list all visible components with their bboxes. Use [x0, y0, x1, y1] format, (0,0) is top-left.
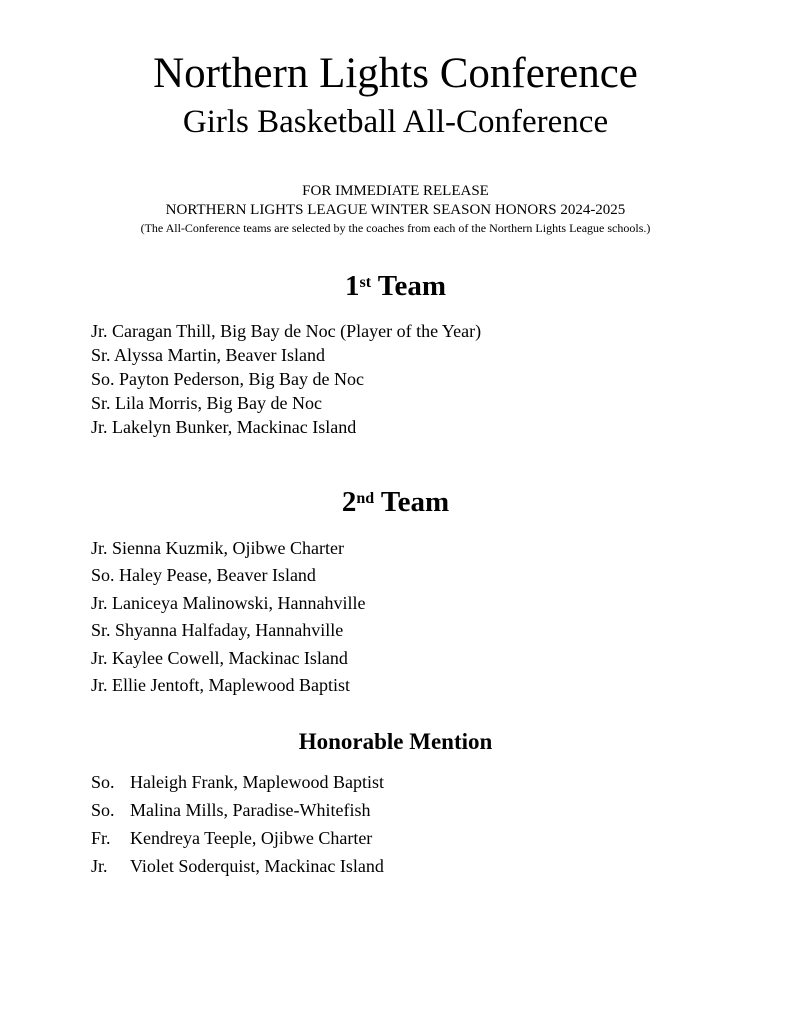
list-item: Sr. Lila Morris, Big Bay de Noc	[91, 393, 322, 413]
list-item: So. Payton Pederson, Big Bay de Noc	[91, 369, 364, 389]
list-item: Jr. Ellie Jentoft, Maplewood Baptist	[91, 675, 350, 696]
first-team-heading-word: Team	[377, 270, 446, 302]
press-release-block	[0, 182, 791, 236]
second-team-heading-suffix: nd	[356, 490, 375, 507]
second-team-heading-number: 2	[341, 486, 357, 518]
list-item	[91, 796, 384, 824]
first-team-heading-suffix: st	[359, 274, 372, 291]
first-team-heading	[0, 268, 791, 304]
release-season: NORTHERN LIGHTS LEAGUE WINTER SEASON HONORS 2024-2025	[165, 202, 626, 218]
second-team-list	[91, 535, 365, 699]
first-team-list	[91, 319, 481, 439]
player-class: Jr.	[91, 856, 108, 876]
list-item: Jr. Laniceya Malinowski, Hannahville	[91, 592, 366, 613]
list-item: Jr. Lakelyn Bunker, Mackinac Island	[91, 417, 357, 437]
list-item	[91, 852, 384, 880]
list-item: Sr. Shyanna Halfaday, Hannahville	[91, 620, 344, 641]
honorable-mention-heading: Honorable Mention	[298, 729, 493, 754]
second-team-heading	[0, 484, 791, 520]
player-name: Kendreya Teeple, Ojibwe Charter	[130, 828, 373, 848]
player-class: So.	[91, 772, 115, 792]
player-name: Haleigh Frank, Maplewood Baptist	[130, 772, 384, 792]
list-item	[91, 824, 384, 852]
list-item	[91, 768, 384, 796]
list-item: Sr. Alyssa Martin, Beaver Island	[91, 345, 325, 365]
page-subtitle: Girls Basketball All-Conference	[182, 104, 609, 140]
second-team-heading-word: Team	[380, 486, 450, 518]
list-item: Jr. Caragan Thill, Big Bay de Noc (Player of the Year)	[91, 321, 482, 341]
release-note: (The All-Conference teams are selected by the coaches from each of the Northern Lights League schools.)	[140, 221, 651, 235]
page-title: Northern Lights Conference	[153, 50, 638, 97]
first-team-heading-number: 1	[344, 270, 360, 302]
player-name: Violet Soderquist, Mackinac Island	[130, 856, 384, 876]
list-item: Jr. Sienna Kuzmik, Ojibwe Charter	[91, 538, 344, 558]
list-item: Jr. Kaylee Cowell, Mackinac Island	[91, 647, 348, 668]
player-class: So.	[91, 800, 115, 820]
release-label: FOR IMMEDIATE RELEASE	[302, 183, 489, 199]
list-item: So. Haley Pease, Beaver Island	[91, 565, 316, 586]
player-class: Fr.	[91, 828, 111, 848]
honorable-mention-list	[91, 768, 384, 880]
player-name: Malina Mills, Paradise-Whitefish	[130, 800, 371, 820]
